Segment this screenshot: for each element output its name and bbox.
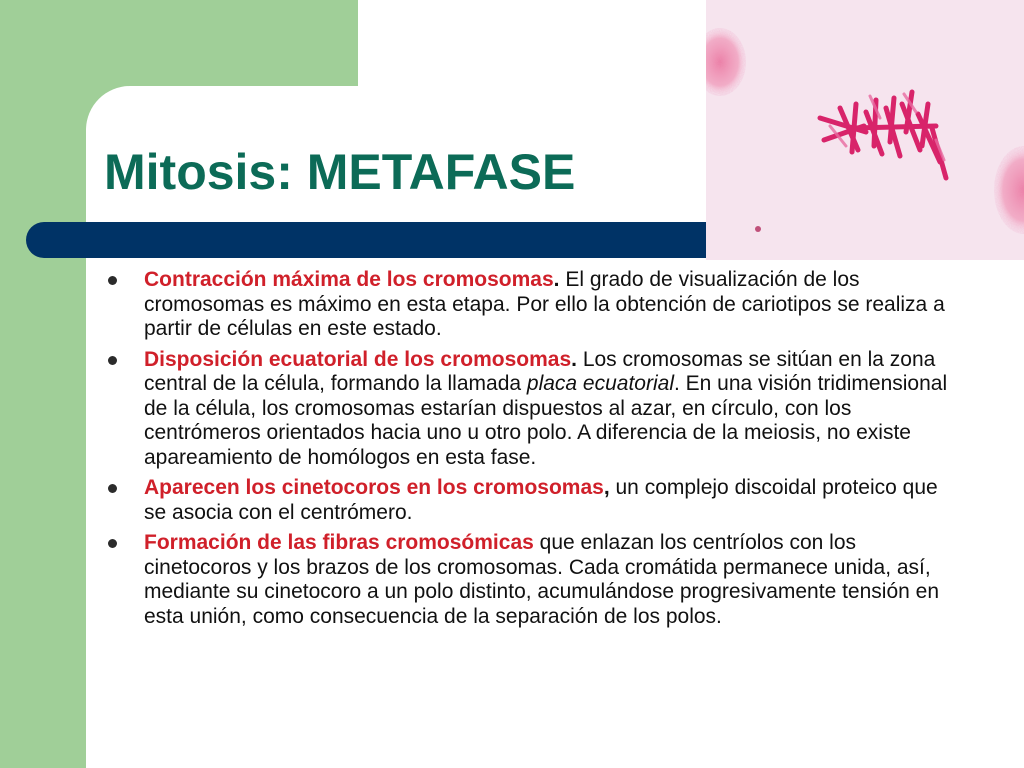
- bullet-dot-icon: [108, 276, 117, 285]
- bullet-highlight: Contracción máxima de los cromosomas: [144, 268, 554, 291]
- list-item: [106, 268, 956, 342]
- bullet-punctuation: .: [571, 347, 577, 371]
- list-item: [106, 348, 956, 471]
- title-underline-bar: [26, 222, 746, 258]
- bullet-punctuation: .: [553, 268, 560, 291]
- bullet-dot-icon: [108, 484, 117, 493]
- list-item: [106, 476, 956, 525]
- bullet-highlight: Disposición ecuatorial de los cromosomas: [144, 347, 572, 371]
- bullet-dot-icon: [108, 539, 117, 548]
- list-item: [106, 531, 956, 629]
- bullet-punctuation: ,: [603, 476, 610, 499]
- bullet-dot-icon: [108, 356, 117, 365]
- bullet-text: . En una visión tridimensional de la célula, los cromosomas estarían dispuestos al azar, en círculo, con los centrómeros orientados hacia uno u otro polo. A diferencia de la meiosis, no existe apareamiento de homólogos en esta fase.: [144, 372, 948, 469]
- metaphase-micrograph-icon: [706, 0, 1024, 260]
- slide-title: Mitosis: METAFASE: [104, 144, 576, 200]
- bullet-list: [106, 268, 956, 635]
- bullet-highlight: Aparecen los cinetocoros en los cromosomas: [144, 476, 604, 499]
- bullet-text: un complejo discoidal proteico que se asocia con el centrómero.: [144, 476, 938, 524]
- bullet-emphasis: placa ecuatorial: [526, 372, 674, 395]
- bullet-text: Los cromosomas se sitúan en la zona central de la célula, formando la llamada: [144, 347, 936, 395]
- bullet-text: que enlazan los centríolos con los cinetocoros y los brazos de los cromosomas. Cada cromátida permanece unida, así, mediante su cinetocoro a un polo distinto, acumulándose progresivamente tensión en esta unión, como consecuencia de la separación de los polos.: [144, 531, 939, 628]
- bullet-text: El grado de visualización de los cromosomas es máximo en esta etapa. Por ello la obtención de cariotipos se realiza a partir de células en este estado.: [144, 268, 945, 340]
- bullet-highlight: Formación de las fibras cromosómicas: [144, 531, 534, 554]
